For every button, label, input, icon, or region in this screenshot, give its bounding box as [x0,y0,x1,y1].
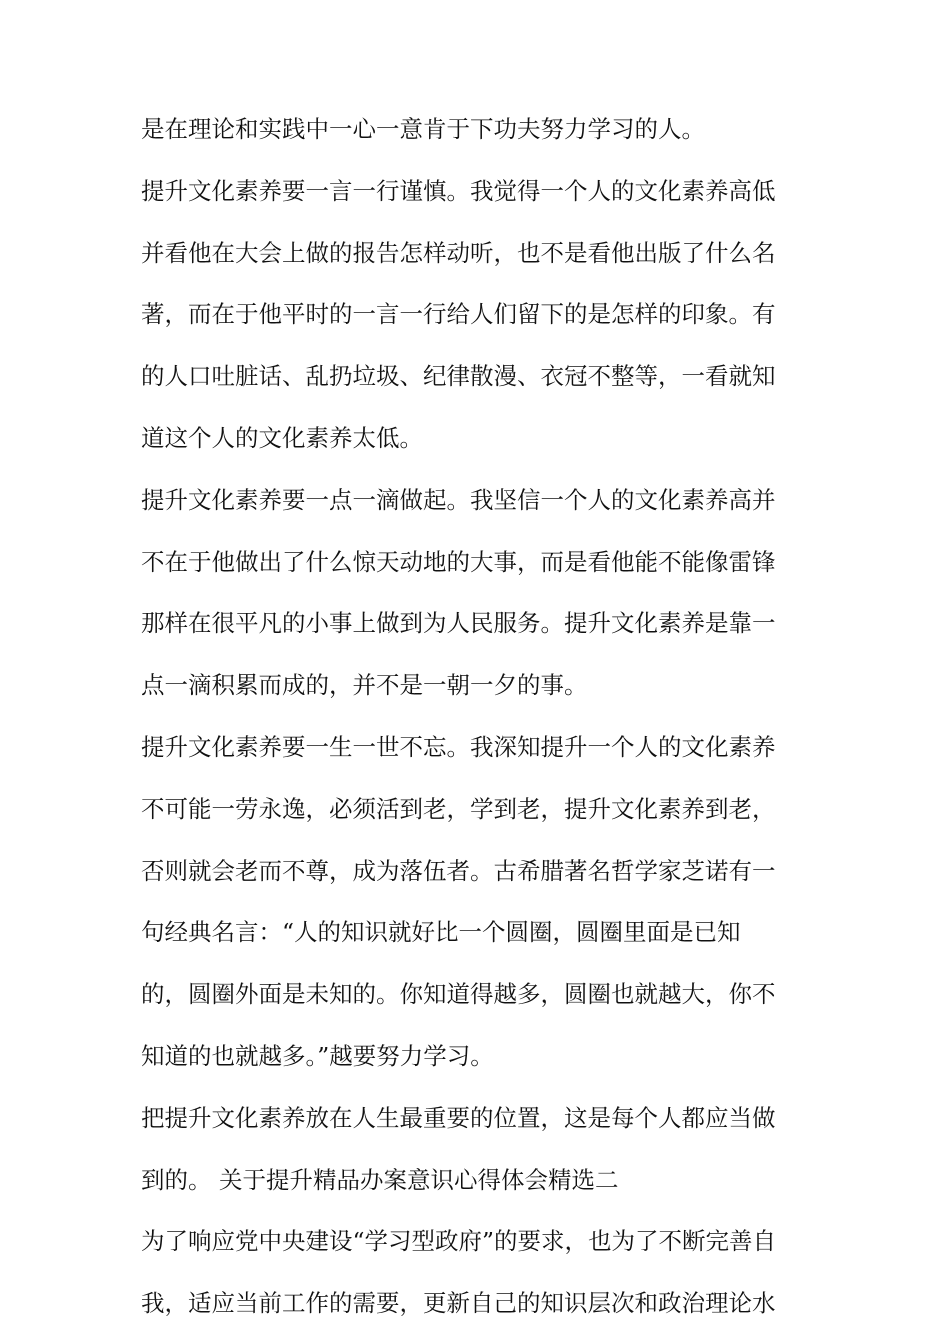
text-line: 知道的也就越多。”越要努力学习。 [141,1041,494,1070]
text-line: 不可能一劳永逸，必须活到老，学到老，提升文化素养到老， [141,794,776,823]
document-body [141,106,821,1342]
text-line: 是在理论和实践中一心一意肯于下功夫努力学习的人。 [141,115,705,143]
text-line: 的，圆圈外面是未知的。你知道得越多，圆圈也就越大，你不 [141,980,776,1009]
text-line: 不在于他做出了什么惊天动地的大事，而是看他能不能像雷锋 [141,547,776,576]
text-line: 到的。 关于提升精品办案意识心得体会精选二 [141,1165,619,1194]
text-line: 并看他在大会上做的报告怎样动听，也不是看他出版了什么名 [141,238,776,267]
text-line: 提升文化素养要一点一滴做起。我坚信一个人的文化素养高并 [141,485,776,514]
text-line: 为了响应党中央建设“学习型政府”的要求，也为了不断完善自 [141,1227,777,1256]
text-line: 点一滴积累而成的，并不是一朝一夕的事。 [141,671,588,700]
text-line: 那样在很平凡的小事上做到为人民服务。提升文化素养是靠一 [141,609,776,638]
text-line: 我，适应当前工作的需要，更新自己的知识层次和政治理论水 [141,1289,776,1318]
text-line: 提升文化素养要一生一世不忘。我深知提升一个人的文化素养 [141,732,776,761]
text-line: 把提升文化素养放在人生最重要的位置，这是每个人都应当做 [141,1103,776,1132]
text-line: 句经典名言：“人的知识就好比一个圆圈，圆圈里面是已知 [141,918,741,947]
text-line: 道这个人的文化素养太低。 [141,423,423,452]
text-line: 的人口吐脏话、乱扔垃圾、纪律散漫、衣冠不整等，一看就知 [141,362,776,391]
text-line: 著，而在于他平时的一言一行给人们留下的是怎样的印象。有 [141,300,776,329]
text-line: 否则就会老而不尊，成为落伍者。古希腊著名哲学家芝诺有一 [141,856,776,885]
text-line: 提升文化素养要一言一行谨慎。我觉得一个人的文化素养高低 [141,176,776,205]
